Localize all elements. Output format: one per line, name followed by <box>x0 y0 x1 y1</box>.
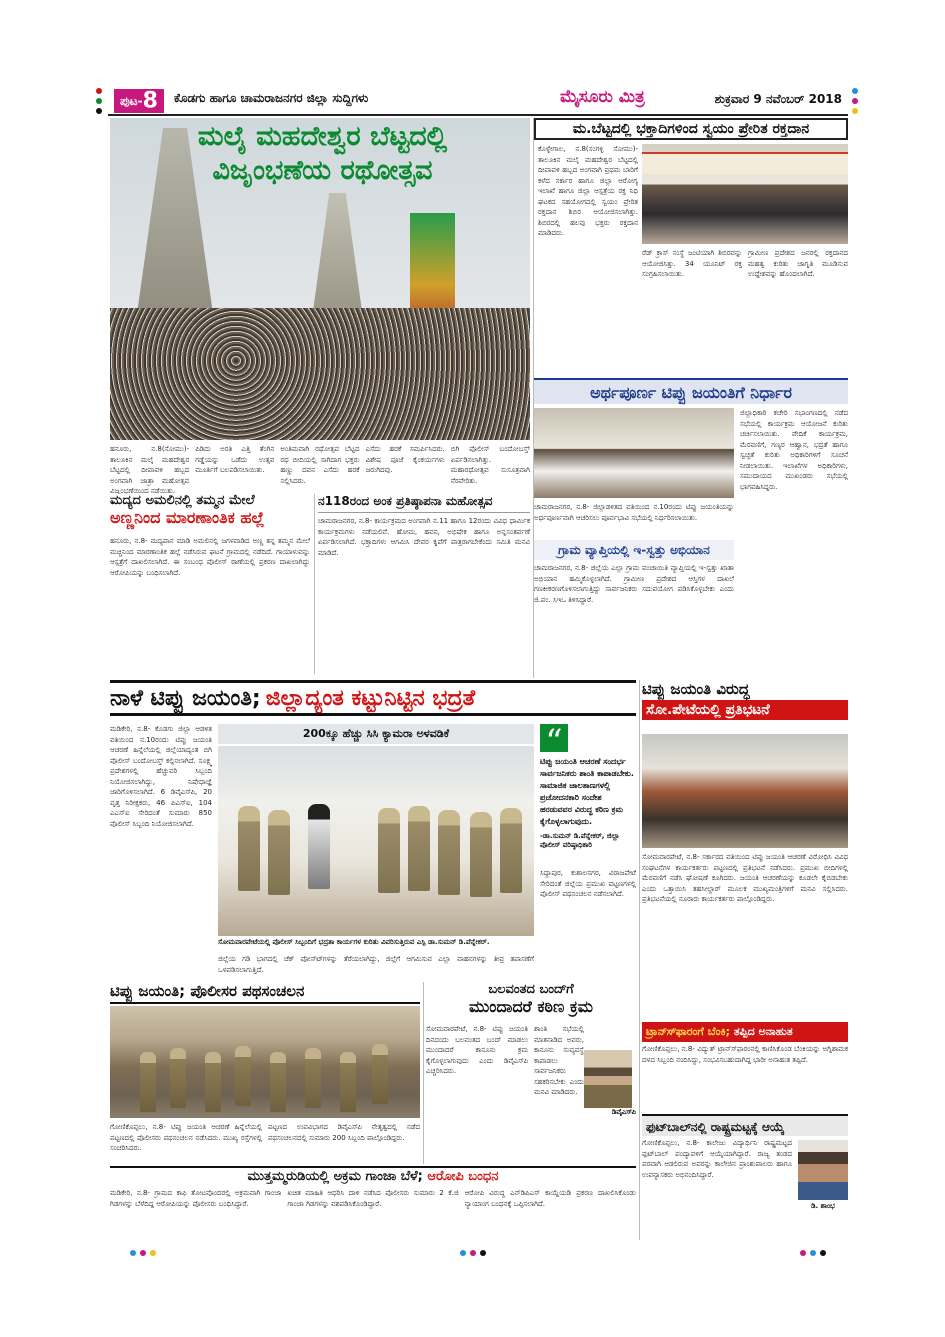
headline-part: ಟ್ರಾನ್ಸ್‍ಫಾರಂಗೆ ಬೆಂಕಿ; <box>646 1025 730 1038</box>
column-rule <box>533 118 534 678</box>
article-column: ಜಿಲ್ಲಾಧಿಕಾರಿ ಕಚೇರಿ ಸಭಾಂಗಣದಲ್ಲಿ ನಡೆದ ಸಭೆಯಲ್ಲಿ ಕಾರ್ಯಕ್ರಮ ಆಯೋಜನೆ ಕುರಿತು ಚರ್ಚಿಸಲಾಯಿತು. ವೇದಿಕೆ ಕಾರ್ಯಕ್ರಮ, ಮೆರವಣಿಗೆ, ಗಣ್ಯರ ಆಹ್ವಾನ, ಭದ್ರತೆ ಹಾಗೂ ಸ್ವಚ್ಛತೆ ಕುರಿತು ಅಧಿಕಾರಿಗಳಿಗೆ ಸೂಚನೆ ನೀಡಲಾಯಿತು. ಇಲಾಖೆಗಳ ಅಧಿಕಾರಿಗಳು, ಸಮುದಾಯದ ಮುಖಂಡರು ಸಭೆಯಲ್ಲಿ ಭಾಗವಹಿಸಿದ್ದರು. <box>740 409 848 491</box>
article-column: ಸೋಮವಾರಪೇಟೆ, ನ.8- ಸರ್ಕಾರದ ವತಿಯಿಂದ ಟಿಪ್ಪು ಜಯಂತಿ ಆಚರಣೆ ವಿರೋಧಿಸಿ ವಿವಿಧ ಸಂಘಟನೆಗಳ ಕಾರ್ಯಕರ್ತರು ಪಟ್ಟಣದಲ್ಲಿ ಪ್ರತಿಭಟನೆ ನಡೆಸಿದರು. ಪ್ರಮುಖ ಬೀದಿಗಳಲ್ಲಿ ಮೆರವಣಿಗೆ ನಡೆಸಿ ಘೋಷಣೆ ಕೂಗಿದರು. ಜಯಂತಿ ಆಚರಣೆಯನ್ನು ಕೂಡಲೇ ಕೈಬಿಡಬೇಕು ಎಂದು ಒತ್ತಾಯಿಸಿ ತಹಸೀಲ್ದಾರ್ ಮೂಲಕ ಮುಖ್ಯಮಂತ್ರಿಗಳಿಗೆ ಮನವಿ ಸಲ್ಲಿಸಿದರು. ಪ್ರತಿಭಟನೆಯಲ್ಲಿ ನೂರಾರು ಕಾರ್ಯಕರ್ತರು ಪಾಲ್ಗೊಂಡಿದ್ದರು. <box>642 853 848 903</box>
football-headline: ಫುಟ್‍ಬಾಲ್‍ನಲ್ಲಿ ರಾಷ್ಟ್ರಮಟ್ಟಕ್ಕೆ ಆಯ್ಕೆ <box>642 1114 848 1136</box>
article-column: ಜಿಲ್ಲೆಯ ಗಡಿ ಭಾಗದಲ್ಲಿ ಚೆಕ್ ಪೋಸ್ಟ್‍ಗಳನ್ನು ತೆರೆಯಲಾಗಿದ್ದು, ಜಿಲ್ಲೆಗೆ ಆಗಮಿಸುವ ಎಲ್ಲಾ ವಾಹನಗಳನ್ನು ತೀವ್ರ ತಪಾಸಣೆಗೆ ಒಳಪಡಿಸಲಾಗುತ್ತಿದೆ. <box>218 955 534 974</box>
column-rule <box>423 982 424 1164</box>
cctv-subhead: 200ಕ್ಕೂ ಹೆಚ್ಚು ಸಿಸಿ ಕ್ಯಾಮರಾ ಅಳವಡಿಕೆ <box>218 724 534 744</box>
police-march-body <box>110 1122 420 1164</box>
registration-mark <box>96 88 102 94</box>
e-swathu-headline: ಗ್ರಾಮ ವ್ಯಾಪ್ತಿಯಲ್ಲಿ ಇ-ಸ್ವತ್ತು ಅಭಿಯಾನ <box>534 540 734 560</box>
registration-mark <box>800 1250 806 1256</box>
police-figure <box>500 808 522 893</box>
sp-quote <box>540 724 636 864</box>
article-column: ಶಾಂತಿ ಸಭೆಯಲ್ಲಿ ಮಾತನಾಡಿದ ಅವರು, ಕಾನೂನು ಸುವ್ಯವಸ್ಥೆ ಕಾಪಾಡಲು ಸಾರ್ವಜನಿಕರು ಸಹಕರಿಸಬೇಕು ಎಂದು ಮನವಿ ಮಾಡಿದರು. <box>534 1025 584 1096</box>
headline-part: ಜಿಲ್ಲಾದ್ಯಂತ ಕಟ್ಟುನಿಟ್ಟಿನ ಭದ್ರತೆ <box>265 686 476 711</box>
article-column: ಚಾಮರಾಜನಗರ, ನ.8- ಜಿಲ್ಲಾಡಳಿತದ ವತಿಯಿಂದ ನ.10ರಂದು ಟಿಪ್ಪು ಜಯಂತಿಯನ್ನು ಅರ್ಥಪೂರ್ಣವಾಗಿ ಆಚರಿಸಲು ಪೂರ್ವಭಾವಿ ಸಭೆಯಲ್ಲಿ ನಿರ್ಧರಿಸಲಾಯಿತು. <box>534 503 734 522</box>
column-rule <box>314 494 315 674</box>
transformer-fire-headline <box>642 1022 848 1042</box>
protest-photo <box>642 734 848 848</box>
page-number: 8 <box>142 88 158 114</box>
article-column: ಚಾಮರಾಜನಗರ, ನ.8- ಕಾರ್ಯಕ್ರಮದ ಅಂಗವಾಗಿ ನ.11 ಹಾಗೂ 12ರಂದು ವಿವಿಧ ಧಾರ್ಮಿಕ ಕಾರ್ಯಕ್ರಮಗಳು ನಡೆಯಲಿವೆ. ಹೋಮ, ಹವನ, ಅಭಿಷೇಕ ಹಾಗೂ ಅನ್ನಸಂತರ್ಪಣೆ ಏರ್ಪಡಿಸಲಾಗಿದೆ. ಭಕ್ತಾದಿಗಳು ಆಗಮಿಸಿ ದೇವರ ಕೃಪೆಗೆ ಪಾತ್ರರಾಗಬೇಕೆಂದು ಸಮಿತಿ ಮನವಿ ಮಾಡಿದೆ. <box>318 517 530 557</box>
registration-mark <box>852 108 858 114</box>
registration-mark <box>852 88 858 94</box>
headline-line: ಮಲೈ ಮಹದೇಶ್ವರ ಬೆಟ್ಟದಲ್ಲಿ <box>197 121 448 152</box>
headline-line: ಸೋ.ಪೇಟೆಯಲ್ಲಿ ಪ್ರತಿಭಟನೆ <box>642 700 848 720</box>
headline-part: ಮುತ್ತಮ್ಮರುಡಿಯಲ್ಲಿ ಅಕ್ರಮ ಗಾಂಜಾ ಬೆಳೆ; <box>247 1169 423 1184</box>
police-march-photo <box>110 1006 420 1118</box>
article-column: ಗೋಣಿಕೊಪ್ಪಲು, ನ.8- ಟಿಪ್ಪು ಜಯಂತಿ ಆಚರಣೆ ಹಿನ್ನೆಲೆಯಲ್ಲಿ ಪಟ್ಟಣದಲ್ಲಿ ಪೊಲೀಸರು ಪಥಸಂಚಲನ ನಡೆಸಿದರು. ಮುಖ್ಯ ರಸ್ತೆಗಳಲ್ಲಿ ಸಂಚರಿಸಿದರು. <box>110 1123 262 1152</box>
crowd <box>110 308 530 440</box>
headline-line: ಬಲವಂತದ ಬಂದ್‍ಗೆ <box>488 982 574 997</box>
article-column: ಗ್ರಾಮೀಣ ಪ್ರದೇಶದ ಜನರಲ್ಲಿ ರಕ್ತದಾನದ ಮಹತ್ವ ಕುರಿತು ಜಾಗೃತಿ ಮೂಡಿಸುವ ಉದ್ದೇಶವನ್ನು ಹೊಂದಲಾಗಿದೆ. <box>748 249 848 278</box>
headline-line: ವಿಜೃಂಭಣೆಯ ರಥೋತ್ಸವ <box>212 155 433 186</box>
ganja-body <box>110 1188 636 1244</box>
police-figure <box>308 804 330 889</box>
officer-photo <box>584 1050 632 1108</box>
quote-text: ಟಿಪ್ಪು ಜಯಂತಿ ಆಚರಣೆ ಸಂದರ್ಭ ಸಾರ್ವಜನಿಕರು ಶಾಂತಿ ಕಾಪಾಡಬೇಕು. ಸಾಮಾಜಿಕ ಜಾಲತಾಣಗಳಲ್ಲಿ ಪ್ರಚೋದನಕಾರಿ ಸಂದೇಶ ಹರಡುವವರ ವಿರುದ್ಧ ಕಠಿಣ ಕ್ರಮ ಕೈಗೊಳ್ಳಲಾಗುವುದು. <box>540 757 634 826</box>
registration-mark <box>810 1250 816 1256</box>
police-march-headline: ಟಿಪ್ಪು ಜಯಂತಿ; ಪೊಲೀಸರ ಪಥಸಂಚಲನ <box>110 982 420 1004</box>
masthead: ಮೈಸೂರು ಮಿತ್ರ <box>560 87 645 107</box>
article-column: ಬಿಗಿ ಪೊಲೀಸ್ ಬಂದೋಬಸ್ತ್ ಏರ್ಪಡಿಸಲಾಗಿತ್ತು. ಮಹಾರಥೋತ್ಸವ ಸುಸೂತ್ರವಾಗಿ ನೆರವೇರಿತು. <box>450 445 530 485</box>
article-column: ಕೊಳ್ಳೇಗಾಲ, ನ.8(ಸಂಗಳ್ಳಿ ಸೋಮು)- ತಾಲೂಕಿನ ಮಲೈ ಮಹದೇಶ್ವರ ಬೆಟ್ಟದಲ್ಲಿ ದೀಪಾವಳಿ ಹಬ್ಬದ ಅಂಗವಾಗಿ ಪ್ರಥಮ ಬಾರಿಗೆ ಕಳೆದ ಸರ್ಕಾರ ಹಾಗೂ ಜಿಲ್ಲಾ ಆರೋಗ್ಯ ಇಲಾಖೆ ಹಾಗೂ ಜಿಲ್ಲಾ ಆಸ್ಪತ್ರೆಯ ರಕ್ತ ನಿಧಿ ಘಟಕದ ಸಹಯೋಗದಲ್ಲಿ ಸ್ವಯಂ ಪ್ರೇರಿತ ರಕ್ತದಾನ ಶಿಬಿರ ಆಯೋಜಿಸಲಾಗಿತ್ತು. ಶಿಬಿರದಲ್ಲಿ ಹಲವು ಭಕ್ತರು ರಕ್ತದಾನ ಮಾಡಿದರು. <box>538 145 638 237</box>
police-figure <box>438 810 460 895</box>
quote-icon: “ <box>540 724 568 752</box>
police-figure <box>305 1048 321 1108</box>
headline-line: ಮುಂದಾದರೆ ಕಠಿಣ ಕ್ರಮ <box>468 997 594 1016</box>
registration-mark <box>480 1250 486 1256</box>
photo-caption: ಸೋಮವಾರಪೇಟೆಯಲ್ಲಿ ಪೊಲೀಸ್ ಸಿಬ್ಬಂದಿಗೆ ಭದ್ರತಾ ಕಾರ್ಯಗಳ ಕುರಿತು ವಿವರಿಸುತ್ತಿರುವ ಎಸ್ಪಿ ಡಾ.ಸುಮನ್ ಡಿ.ಪೆನ್ನೇಕರ್. <box>218 938 490 946</box>
article-column: ಮಡಿಕೇರಿ, ನ.8- ಕೊಡಗು ಜಿಲ್ಲಾ ಆಡಳಿತ ವತಿಯಿಂದ ನ.10ರಂದು ಟಿಪ್ಪು ಜಯಂತಿ ಆಚರಣೆ ಹಿನ್ನೆಲೆಯಲ್ಲಿ ಜಿಲ್ಲೆಯಾದ್ಯಂತ ಬಿಗಿ ಪೊಲೀಸ್ ಬಂದೋಬಸ್ತ್ ಕಲ್ಪಿಸಲಾಗಿದೆ. ಸೂಕ್ಷ್ಮ ಪ್ರದೇಶಗಳಲ್ಲಿ ಹೆಚ್ಚುವರಿ ಸಿಬ್ಬಂದಿ ನಿಯೋಜಿಸಲಾಗಿದ್ದು, ನಿಷೇಧಾಜ್ಞೆ ಜಾರಿಗೊಳಿಸಲಾಗಿದೆ. 6 ಡಿವೈಎಸ್‍ಪಿ, 20 ವೃತ್ತ ನಿರೀಕ್ಷಕರು, 46 ಪಿಎಸ್‍ಐ, 104 ಎಎಸ್‍ಐ ಸೇರಿದಂತೆ ಸುಮಾರು 850 ಪೊಲೀಸ್ ಸಿಬ್ಬಂದಿ ನಿಯೋಜಿಸಲಾಗಿದೆ. <box>110 725 212 828</box>
registration-mark <box>470 1250 476 1256</box>
assault-headline <box>110 493 310 528</box>
registration-mark <box>150 1250 156 1256</box>
police-figure <box>372 1044 388 1104</box>
police-briefing-photo <box>218 746 534 936</box>
article-column: ಪಟ್ಟಣದ ಉಪವಿಭಾಗದ ಡಿವೈಎಸ್‍ಪಿ ನೇತೃತ್ವದಲ್ಲಿ ನಡೆದ ಪಥಸಂಚಲನದಲ್ಲಿ ಸುಮಾರು 200 ಸಿಬ್ಬಂದಿ ಪಾಲ್ಗೊಂಡಿದ್ದರು. <box>268 1123 420 1142</box>
police-figure <box>205 1052 221 1112</box>
mm-hills-headline <box>115 120 530 192</box>
photo-caption: ಡಿವೈಎಸ್‍ಪಿ <box>611 1108 636 1116</box>
article-column: ರೆಡ್ ಕ್ರಾಸ್ ಸಂಸ್ಥೆ ಜಂಟಿಯಾಗಿ ಶಿಬಿರವನ್ನು ಆಯೋಜಿಸಿತ್ತು. 34 ಯೂನಿಟ್ ರಕ್ತ ಸಂಗ್ರಹಿಸಲಾಯಿತು. <box>642 249 742 278</box>
mm-hills-body <box>110 444 530 494</box>
protest-headline <box>642 680 848 720</box>
photo-caption: ಡಿ. ಶಾಂಭ <box>811 1202 835 1210</box>
meeting-photo <box>534 408 734 498</box>
article-column: ಸೋಮವಾರಪೇಟೆ, ನ.8- ಟಿಪ್ಪು ಜಯಂತಿ ದಿನದಂದು ಬಲವಂತದ ಬಂದ್ ಮಾಡಲು ಮುಂದಾದರೆ ಕಾನೂನು ಕ್ರಮ ಕೈಗೊಳ್ಳಲಾಗುವುದು ಎಂದು ಡಿವೈಎಸ್‍ಪಿ ಎಚ್ಚರಿಸಿದರು. <box>426 1025 528 1075</box>
article-column: ಆರೋಪಿ ವಿರುದ್ಧ ಎನ್‍ಡಿಪಿಎಸ್ ಕಾಯ್ದೆಯಡಿ ಪ್ರಕರಣ ದಾಖಲಿಸಿಕೊಂಡು ನ್ಯಾಯಾಂಗ ಬಂಧನಕ್ಕೆ ಒಪ್ಪಿಸಲಾಗಿದೆ. <box>464 1189 636 1208</box>
bandh-headline <box>426 982 636 1017</box>
police-figure <box>470 812 492 897</box>
registration-mark <box>96 98 102 104</box>
column-rule <box>639 680 640 1240</box>
police-figure <box>140 1052 156 1112</box>
headline-part: ತಪ್ಪಿದ ಅನಾಹುತ <box>733 1025 793 1038</box>
page-label: ಪುಟ- <box>120 94 143 108</box>
headline-part: ಆರೋಪಿ ಬಂಧನ <box>427 1169 499 1184</box>
blood-donation-photo <box>642 144 848 244</box>
blood-donation-headline: ಮ.ಬೆಟ್ಟದಲ್ಲಿ ಭಕ್ತಾದಿಗಳಿಂದ ಸ್ವಯಂ ಪ್ರೇರಿತ ರಕ್ತದಾನ <box>534 118 848 140</box>
page-header <box>108 86 848 116</box>
dateline: ಶುಕ್ರವಾರ 9 ನವೆಂಬರ್ 2018 <box>714 92 842 106</box>
camp-banner <box>642 152 848 174</box>
police-figure <box>170 1048 186 1108</box>
police-figure <box>268 810 290 895</box>
headline-line: ಟಿಪ್ಪು ಜಯಂತಿ ವಿರುದ್ಧ <box>642 680 750 698</box>
registration-mark <box>140 1250 146 1256</box>
tippu-security-headline <box>110 680 636 716</box>
section-title: ಕೊಡಗು ಹಾಗೂ ಚಾಮರಾಜನಗರ ಜಿಲ್ಲಾ ಸುದ್ದಿಗಳು <box>174 91 369 105</box>
festival-headline: ನ118ರಂದ ಅಂಕ ಪ್ರತಿಷ್ಠಾಪನಾ ಮಹೋತ್ಸವ <box>318 494 530 513</box>
police-figure <box>408 806 430 891</box>
quote-attribution: -ಡಾ.ಸುಮನ್ ಡಿ.ಪೆನ್ನೇಕರ್, ಜಿಲ್ಲಾ ಪೊಲೀಸ್ ವರಿಷ್ಠಾಧಿಕಾರಿ <box>540 832 620 849</box>
student-photo <box>798 1140 848 1200</box>
article-column: ಎಸೆದು ಹರಕೆ ಸಮರ್ಪಿಸಿದರು. ವಿಶೇಷ ಪೂಜೆ ಕೈಂಕರ್ಯಗಳು ಜರುಗಿದವು. <box>365 445 445 474</box>
police-figure <box>378 808 400 893</box>
article-column: ಖಚಿತ ಮಾಹಿತಿ ಆಧರಿಸಿ ದಾಳಿ ನಡೆಸಿದ ಪೊಲೀಸರು ಸುಮಾರು 2 ಕೆ.ಜಿ ಗಾಂಜಾ ಗಿಡಗಳನ್ನು ವಶಪಡಿಸಿಕೊಂಡಿದ್ದಾರೆ. <box>287 1189 459 1208</box>
article-column: ಮಡಿಕೇರಿ, ನ.8- ಗ್ರಾಮದ ಕಾಫಿ ತೋಟವೊಂದರಲ್ಲಿ ಅಕ್ರಮವಾಗಿ ಗಾಂಜಾ ಗಿಡಗಳನ್ನು ಬೆಳೆದಿದ್ದ ಆರೋಪಿಯನ್ನು ಪೊಲೀಸರು ಬಂಧಿಸಿದ್ದಾರೆ. <box>110 1189 282 1208</box>
police-figure <box>270 1052 286 1112</box>
police-figure <box>238 806 260 891</box>
article-column: ಅಂತಿಮವಾಗಿ ರಥೋತ್ಸವ ಬೆಟ್ಟದ ರಥ ಬೀದಿಯಲ್ಲಿ ಸಾಗಿದಾಗ ಭಕ್ತರು ಹಣ್ಣು ದವನ ಎಸೆದು ಹರಕೆ ಸಲ್ಲಿಸಿದರು. <box>280 445 360 485</box>
registration-mark <box>852 98 858 104</box>
page-number-badge <box>114 89 164 113</box>
registration-mark <box>130 1250 136 1256</box>
police-figure <box>340 1052 356 1112</box>
article-column: ಗೋಣಿಕೊಪ್ಪಲು, ನ.8- ಕಾಲೇಜು ವಿದ್ಯಾರ್ಥಿನಿ ರಾಷ್ಟ್ರಮಟ್ಟದ ಫುಟ್‍ಬಾಲ್ ಪಂದ್ಯಾವಳಿಗೆ ಆಯ್ಕೆಯಾಗಿದ್ದಾರೆ. ರಾಜ್ಯ ತಂಡದ ಪರವಾಗಿ ಆಡಲಿರುವ ಅವರನ್ನು ಕಾಲೇಜಿನ ಪ್ರಾಂಶುಪಾಲರು ಹಾಗೂ ಉಪನ್ಯಾಸಕರು ಅಭಿನಂದಿಸಿದ್ದಾರೆ. <box>642 1139 792 1179</box>
headline-part: ನಾಳೆ ಟಿಪ್ಪು ಜಯಂತಿ; <box>110 686 261 711</box>
blood-donation-body <box>642 248 848 374</box>
headline-line: ಅಣ್ಣನಿಂದ ಮಾರಣಾಂತಿಕ ಹಲ್ಲೆ <box>110 508 265 527</box>
registration-mark <box>96 108 102 114</box>
headline-line: ಮದ್ಯದ ಅಮಲಿನಲ್ಲಿ ತಮ್ಮನ ಮೇಲೆ <box>110 493 255 508</box>
article-column: ಗೋಣಿಕೊಪ್ಪಲು, ನ.8- ವಿದ್ಯುತ್ ಟ್ರಾನ್ಸ್‍ಫಾರಂನಲ್ಲಿ ಕಾಣಿಸಿಕೊಂಡ ಬೆಂಕಿಯನ್ನು ಅಗ್ನಿಶಾಮಕ ದಳದ ಸಿಬ್ಬಂದಿ ನಂದಿಸಿದ್ದು, ಸಂಭವಿಸಬಹುದಾಗಿದ್ದ ಭಾರೀ ಅನಾಹುತ ತಪ್ಪಿದೆ. <box>642 1045 848 1064</box>
article-column: ಸಿದ್ದಾಪುರ, ಕುಶಾಲನಗರ, ವಿರಾಜಪೇಟೆ ಸೇರಿದಂತೆ ಜಿಲ್ಲೆಯ ಪ್ರಮುಖ ಪಟ್ಟಣಗಳಲ್ಲಿ ಪೊಲೀಸ್ ಪಥಸಂಚಲನ ನಡೆಸಲಾಗಿದೆ. <box>540 869 636 898</box>
registration-mark <box>820 1250 826 1256</box>
article-column: ಹನೂರು, ನ.8- ಮದ್ಯಪಾನ ಮಾಡಿ ಅಮಲಿನಲ್ಲಿ ಜಗಳವಾಡಿದ ಅಣ್ಣ ತನ್ನ ತಮ್ಮನ ಮೇಲೆ ಮಚ್ಚಿನಿಂದ ಮಾರಣಾಂತಿಕ ಹಲ್ಲೆ ನಡೆಸಿರುವ ಘಟನೆ ಗ್ರಾಮದಲ್ಲಿ ನಡೆದಿದೆ. ಗಾಯಾಳುವನ್ನು ಆಸ್ಪತ್ರೆಗೆ ದಾಖಲಿಸಲಾಗಿದೆ. ಈ ಸಂಬಂಧ ಪೊಲೀಸ್ ಠಾಣೆಯಲ್ಲಿ ಪ್ರಕರಣ ದಾಖಲಾಗಿದ್ದು ಆರೋಪಿಯನ್ನು ಬಂಧಿಸಲಾಗಿದೆ. <box>110 537 310 577</box>
article-column: ಪಿಡಿದು ಅರತಿ ಎತ್ತಿ ತೆಂಗಿನ ಗಡ್ಡೆಯನ್ನು ಒಡೆದು ಉತ್ಸವ ಮೂರ್ತಿಗೆ ಬಲಪಡಿಸಲಾಯಿತು. <box>195 445 275 474</box>
police-figure <box>235 1046 251 1106</box>
ganja-headline <box>110 1166 636 1186</box>
tippu-decision-headline: ಅರ್ಥಪೂರ್ಣ ಟಿಪ್ಪು ಜಯಂತಿಗೆ ನಿರ್ಧಾರ <box>534 378 848 404</box>
article-column: ಚಾಮರಾಜನಗರ, ನ.8- ಜಿಲ್ಲೆಯ ಎಲ್ಲಾ ಗ್ರಾಮ ಪಂಚಾಯಿತಿ ವ್ಯಾಪ್ತಿಯಲ್ಲಿ ಇ-ಸ್ವತ್ತು ಖಾತಾ ಅಭಿಯಾನ ಹಮ್ಮಿಕೊಳ್ಳಲಾಗಿದೆ. ಗ್ರಾಮೀಣ ಪ್ರದೇಶದ ಆಸ್ತಿಗಳ ದಾಖಲೆ ಗಣಕೀಕರಣಗೊಳಿಸಲಾಗುತ್ತಿದ್ದು ಸಾರ್ವಜನಿಕರು ಸದುಪಯೋಗ ಪಡಿಸಿಕೊಳ್ಳಬೇಕು ಎಂದು ಜಿ.ಪಂ. ಸಿಇಒ ತಿಳಿಸಿದ್ದಾರೆ. <box>534 564 734 604</box>
registration-mark <box>460 1250 466 1256</box>
article-column: ಹನೂರು, ನ.8(ಸೋಮು)- ತಾಲೂಕಿನ ಮಲೈ ಮಹದೇಶ್ವರ ಬೆಟ್ಟದಲ್ಲಿ ದೀಪಾವಳಿ ಹಬ್ಬದ ಅಂಗವಾಗಿ ಜಾತ್ರಾ ಮಹೋತ್ಸವ ವಿಜೃಂಭಣೆಯಿಂದ ನಡೆಯಿತು. <box>110 445 190 494</box>
